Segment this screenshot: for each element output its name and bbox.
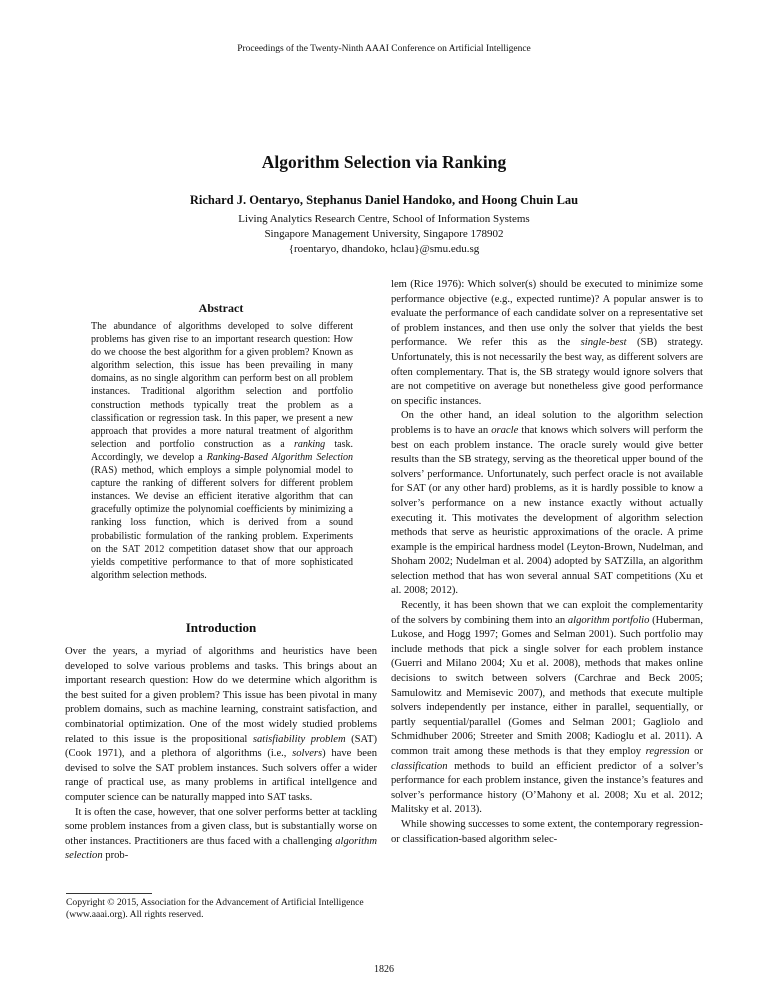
abstract-body: The abundance of algorithms developed to solve different problems has given rise to an important research question: How do we choose the best algorithm for a given problem? Known as algorithm selection, this issue has been prevailing in many domains, as no single algorithm can perform best on all problem instances. Traditional algorithm selection and portfolio construction methods typically treat the problem as a classification or regression task. In this paper, we present a new approach that provides a more natural treatment of algorithm selection and portfolio construction as a ranking task. Accordingly, we develop a Ranking-Based Algorithm Selection (RAS) method, which employs a simple polynomial model to capture the ranking of different solvers for different problem instances. We devise an efficient iterative algorithm that can gracefully optimize the polynomial coefficients by minimizing a ranking loss function, which is derived from a sound probabilistic formulation of the ranking problem. Experiments on the SAT 2012 competition dataset show that our approach yields competitive performance to that of more sophisticated algorithm selection methods.: [91, 321, 354, 581]
proceedings-header: Proceedings of the Twenty-Ninth AAAI Conference on Artificial Intelligence: [237, 44, 531, 54]
author-emails: {roentaryo, dhandoko, hclau}@smu.edu.sg: [288, 243, 480, 255]
left-column-body: [65, 645, 377, 864]
author-list: Richard J. Oentaryo, Stephanus Daniel Handoko, and Hoong Chuin Lau: [189, 193, 579, 207]
affiliation-line: Living Analytics Research Centre, School of Information Systems: [238, 213, 530, 225]
paragraph: lem (Rice 1976): Which solver(s) should be executed to minimize some performance objective (e.g., expected runtime)? A popular answer is to evaluate the performance of each candidate solver on a representative set of problem instances, and then use only the solver that yields the best performance. We refer this as the single-best (SB) strategy. Unfortunately, this is not necessarily the best way, as different solvers are often complementary. That is, the SB strategy would ignore solvers that are not competitive on average but nonetheless give good performance on specific instances.: [391, 279, 703, 407]
footnote-divider: [66, 893, 152, 894]
paragraph: On the other hand, an ideal solution to the algorithm selection problems is to have an oracle that knows which solvers will perform the best on each problem instance. The oracle surely would give better results than the SB strategy, serving as the theoretical upper bound of the solvers’ performance. Unfortunately, such perfect oracle is not available for SAT (or any other hard) problems, as it is hardly possible to know a solver’s performance on a new instance exactly without actually executing it. This motivates the development of algorithm selection methods that serve as heuristic approximations of the oracle. A prime example is the empirical hardness model (Leyton-Brown, Nudelman, and Shoham 2002; Nudelman et al. 2004) adopted by SATZilla, an algorithm selection method that has won several annual SAT competitions (Xu et al. 2008; 2012).: [391, 410, 703, 597]
copyright-footnote: Copyright © 2015, Association for the Advancement of Artificial Intelligence (www.aaai.org). All rights reserved.: [66, 897, 364, 921]
paper-title: Algorithm Selection via Ranking: [261, 152, 507, 172]
abstract-heading: Abstract: [198, 301, 244, 315]
paragraph: Over the years, a myriad of algorithms and heuristics have been developed to solve various problems and tasks. This brings about an important research question: How do we determine which algorithm is the best suited for a given problem? This issue has been pivotal in many problem domains, such as machine learning, constraint satisfaction, and combinatorial optimization. One of the most widely studied problems related to this issue is the propositional satisfiability problem (SAT) (Cook 1971), and a plethora of algorithms (i.e., solvers) have been devised to solve the SAT problem instances. Such solvers offer a wider range of practical use, as many problems in artifical intellgence and computer science can be naturally mapped into SAT tasks.: [65, 646, 377, 803]
section-heading: Introduction: [185, 620, 257, 635]
paragraph: While showing successes to some extent, the contemporary regression- or classification-based algorithm selec-: [391, 818, 703, 845]
affiliation-line: Singapore Management University, Singapore 178902: [264, 228, 504, 240]
page-number: 1826: [374, 964, 394, 975]
paragraph: It is often the case, however, that one solver performs better at tackling some problem instances from a given class, but is substantially worse on other instances. Practitioners are thus faced with a challenging algorithm selection prob-: [65, 806, 377, 862]
paragraph: Recently, it has been shown that we can exploit the complementarity of the solvers by combining them into an algorithm portfolio (Huberman, Lukose, and Hogg 1997; Gomes and Selman 2001). Such portfolio may include methods that pick a single solver for each problem instance (Guerri and Milano 2004; Xu et al. 2008), methods that makes online decisions to switch between solvers (Carchrae and Beck 2005; Samulowitz and Memisevic 2007), and methods that execute multiple solvers independently per instance, either in parallel, sequentially, or partly sequential/parallel (Gomes and Selman 2001; Gagliolo and Schmidhuber 2006; Streeter and Smith 2008; Kadioglu et al. 2011). A common trait among these methods is that they employ regression or classification methods to build an efficient predictor of a solver’s performance for each problem instance, given the instance’s features and solver’s performance history (O’Mahony et al. 2008; Xu et al. 2012; Malitsky et al. 2013).: [391, 600, 703, 816]
right-column-body: [391, 278, 703, 847]
